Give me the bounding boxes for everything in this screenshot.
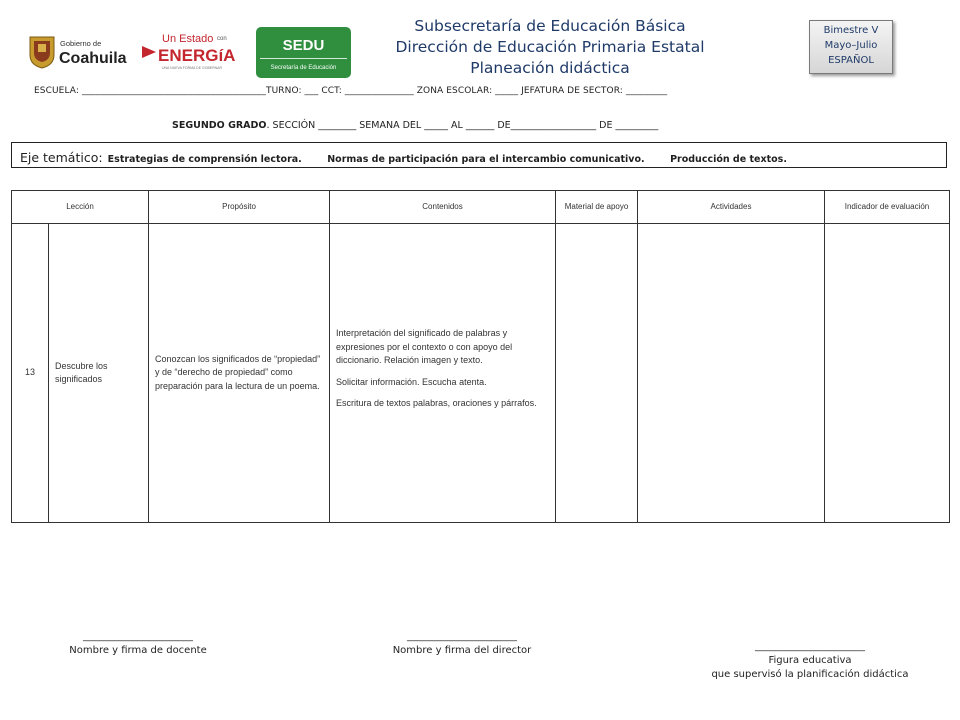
grade-info-line (172, 120, 658, 131)
table-row (12, 224, 950, 523)
grade-label: SEGUNDO GRADO (172, 120, 267, 131)
lesson-title: Descubre los significados (49, 224, 149, 523)
lesson-number: 13 (12, 224, 49, 523)
school-info-line: ESCUELA: ________________________________________TURNO: ___ CCT: _______________ ZONA ESCOLAR: _____ JEFATURA DE SECTOR: _________ (34, 86, 668, 96)
table-header-row (12, 191, 950, 224)
coahuila-big-text: Coahuila (59, 50, 127, 67)
energia-big-text: ENERGíA (158, 46, 236, 65)
bimestre-box (809, 20, 893, 74)
planeacion-table (11, 190, 950, 523)
signature-label: Nombre y firma del director (392, 645, 532, 656)
document-header (330, 16, 770, 79)
eje-label: Eje temático: (20, 150, 103, 165)
signature-figura (680, 640, 940, 682)
energia-con-text: con (217, 36, 227, 42)
content-item: Escritura de textos palabras, oraciones y párrafos. (336, 398, 537, 409)
header-planeacion: Planeación didáctica (470, 59, 630, 77)
header-leccion: Lección (12, 191, 149, 224)
lesson-contents (330, 224, 556, 523)
header-indicador: Indicador de evaluación (825, 191, 950, 224)
eje-item-produccion: Producción de textos. (670, 154, 787, 165)
header-material: Material de apoyo (556, 191, 638, 224)
signature-line: ______________________ (83, 631, 193, 642)
bimestre-subject: ESPAÑOL (828, 55, 874, 66)
signature-docente (48, 630, 228, 658)
section-week-text: . SECCIÓN ________ SEMANA DEL _____ AL ______ DE__________________ DE _________ (266, 120, 659, 131)
signature-line: ______________________ (407, 631, 517, 642)
bimestre-months: Mayo–Julio (824, 40, 878, 51)
bimestre-label: Bimestre V (823, 25, 879, 36)
header-direccion: Dirección de Educación Primaria Estatal (395, 38, 705, 56)
estado-energia-logo (140, 28, 240, 77)
eje-tematico-box (11, 142, 947, 168)
signature-line: ______________________ (755, 641, 865, 652)
sedu-sub-text: Secretaría de Educación (270, 65, 337, 71)
activities-cell (638, 224, 825, 523)
content-item: Interpretación del significado de palabras y expresiones por el contexto o con apoyo del diccionario. Relación imagen y texto. (336, 328, 513, 366)
coahuila-small-text: Gobierno de (60, 39, 102, 48)
lesson-purpose: Conozcan los significados de “propiedad” y de “derecho de propiedad” como preparación para la lectura de un poema. (149, 224, 330, 523)
signature-label-2: que supervisó la planificación didáctica (711, 669, 909, 680)
header-actividades: Actividades (638, 191, 825, 224)
header-contenidos: Contenidos (330, 191, 556, 224)
signature-label: Nombre y firma de docente (69, 645, 207, 656)
energia-top-text: Un Estado (162, 33, 214, 45)
sedu-big-text: SEDU (282, 37, 325, 54)
eje-item-normas: Normas de participación para el intercambio comunicativo. (327, 154, 645, 165)
material-cell (556, 224, 638, 523)
signature-director (372, 630, 552, 658)
content-item: Solicitar información. Escucha atenta. (336, 376, 487, 387)
indicator-cell (825, 224, 950, 523)
eje-item-comprension: Estrategias de comprensión lectora. (107, 154, 302, 165)
gobierno-coahuila-logo (28, 33, 136, 74)
energia-tag-text: UNA NUEVA FORMA DE GOBERNAR (162, 66, 223, 70)
header-proposito: Propósito (149, 191, 330, 224)
header-subsecretaria: Subsecretaría de Educación Básica (414, 17, 686, 35)
signature-label: Figura educativa (768, 655, 852, 666)
